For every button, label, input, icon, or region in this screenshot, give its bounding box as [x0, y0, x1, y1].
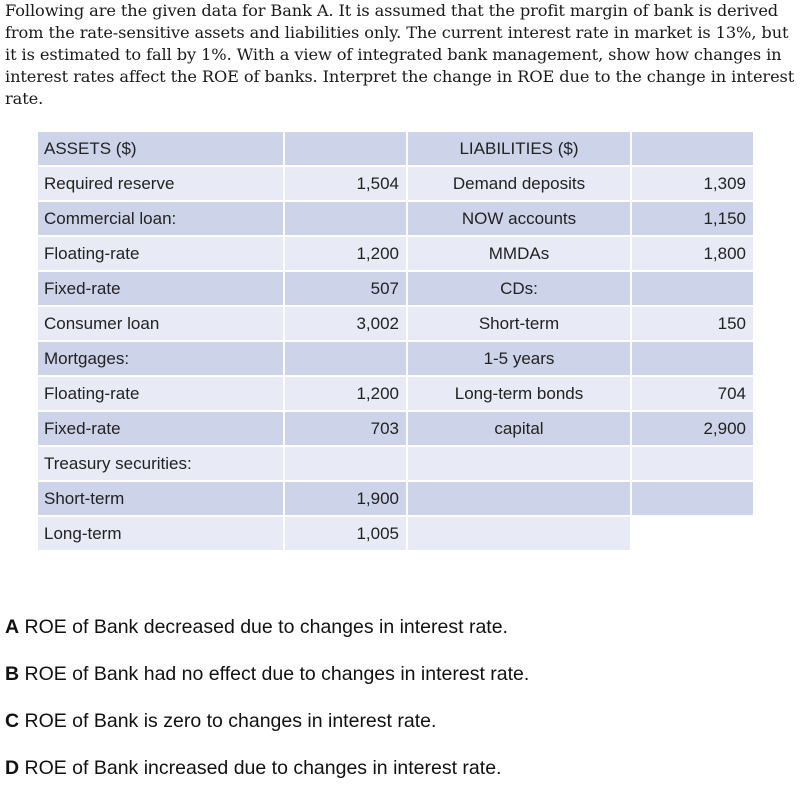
balance-sheet-table	[36, 130, 755, 552]
asset-value: 1,005	[284, 516, 407, 551]
asset-label: Short-term	[37, 481, 284, 516]
table-row	[37, 446, 754, 481]
table-row	[37, 271, 754, 306]
option-b[interactable]	[5, 659, 529, 706]
asset-value: 703	[284, 411, 407, 446]
asset-value: 1,900	[284, 481, 407, 516]
liability-value: 1,150	[631, 201, 754, 236]
asset-value	[284, 131, 407, 166]
asset-value: 1,200	[284, 236, 407, 271]
liability-label: NOW accounts	[407, 201, 631, 236]
asset-label: Floating-rate	[37, 236, 284, 271]
table-row	[37, 411, 754, 446]
liability-label: LIABILITIES ($)	[407, 131, 631, 166]
option-text: ROE of Bank increased due to changes in interest rate.	[19, 757, 502, 779]
asset-label: Treasury securities:	[37, 446, 284, 481]
liability-label	[407, 516, 631, 551]
table-row	[37, 201, 754, 236]
option-text: ROE of Bank decreased due to changes in interest rate.	[19, 616, 508, 638]
liability-label	[407, 481, 631, 516]
liability-value	[631, 131, 754, 166]
liability-label	[407, 446, 631, 481]
asset-label: Required reserve	[37, 166, 284, 201]
table-row	[37, 516, 754, 551]
liability-value	[631, 271, 754, 306]
table-row	[37, 166, 754, 201]
asset-label: Floating-rate	[37, 376, 284, 411]
liability-label: 1-5 years	[407, 341, 631, 376]
option-d[interactable]	[5, 753, 529, 800]
option-text: ROE of Bank had no effect due to changes in interest rate.	[19, 663, 530, 685]
table-row	[37, 376, 754, 411]
table-row	[37, 341, 754, 376]
asset-label: Consumer loan	[37, 306, 284, 341]
option-c[interactable]	[5, 706, 529, 753]
asset-label: Commercial loan:	[37, 201, 284, 236]
option-text: ROE of Bank is zero to changes in interest rate.	[19, 710, 437, 732]
table-row	[37, 306, 754, 341]
liability-value: 150	[631, 306, 754, 341]
liability-value	[631, 341, 754, 376]
table-row	[37, 236, 754, 271]
liability-value	[631, 481, 754, 516]
asset-value	[284, 446, 407, 481]
table-row	[37, 481, 754, 516]
question-text: Following are the given data for Bank A. It is assumed that the profit margin of bank is derived from the rate-sensitive assets and liabilities only. The current interest rate in market is 13%, but it is estimated to fall by 1%. With a view of integrated bank management, show how changes in interest rates affect the ROE of banks. Interpret the change in ROE due to the change in interest rate.	[5, 1, 795, 108]
option-letter: A	[5, 616, 20, 638]
option-a[interactable]	[5, 612, 529, 659]
liability-label: Long-term bonds	[407, 376, 631, 411]
liability-value: 1,309	[631, 166, 754, 201]
liability-value	[631, 516, 754, 551]
liability-label: CDs:	[407, 271, 631, 306]
liability-label: Short-term	[407, 306, 631, 341]
liability-label: capital	[407, 411, 631, 446]
asset-label: Fixed-rate	[37, 271, 284, 306]
asset-label: Fixed-rate	[37, 411, 284, 446]
liability-label: MMDAs	[407, 236, 631, 271]
asset-value: 507	[284, 271, 407, 306]
option-letter: B	[5, 663, 20, 685]
asset-value	[284, 201, 407, 236]
liability-value: 2,900	[631, 411, 754, 446]
liability-value	[631, 446, 754, 481]
asset-value: 1,504	[284, 166, 407, 201]
liability-label: Demand deposits	[407, 166, 631, 201]
asset-value: 3,002	[284, 306, 407, 341]
liability-value: 704	[631, 376, 754, 411]
asset-label: Mortgages:	[37, 341, 284, 376]
asset-label: ASSETS ($)	[37, 131, 284, 166]
asset-value: 1,200	[284, 376, 407, 411]
option-letter: C	[5, 710, 20, 732]
answer-options	[5, 612, 529, 800]
asset-value	[284, 341, 407, 376]
asset-label: Long-term	[37, 516, 284, 551]
table-row	[37, 131, 754, 166]
liability-value: 1,800	[631, 236, 754, 271]
option-letter: D	[5, 757, 20, 779]
